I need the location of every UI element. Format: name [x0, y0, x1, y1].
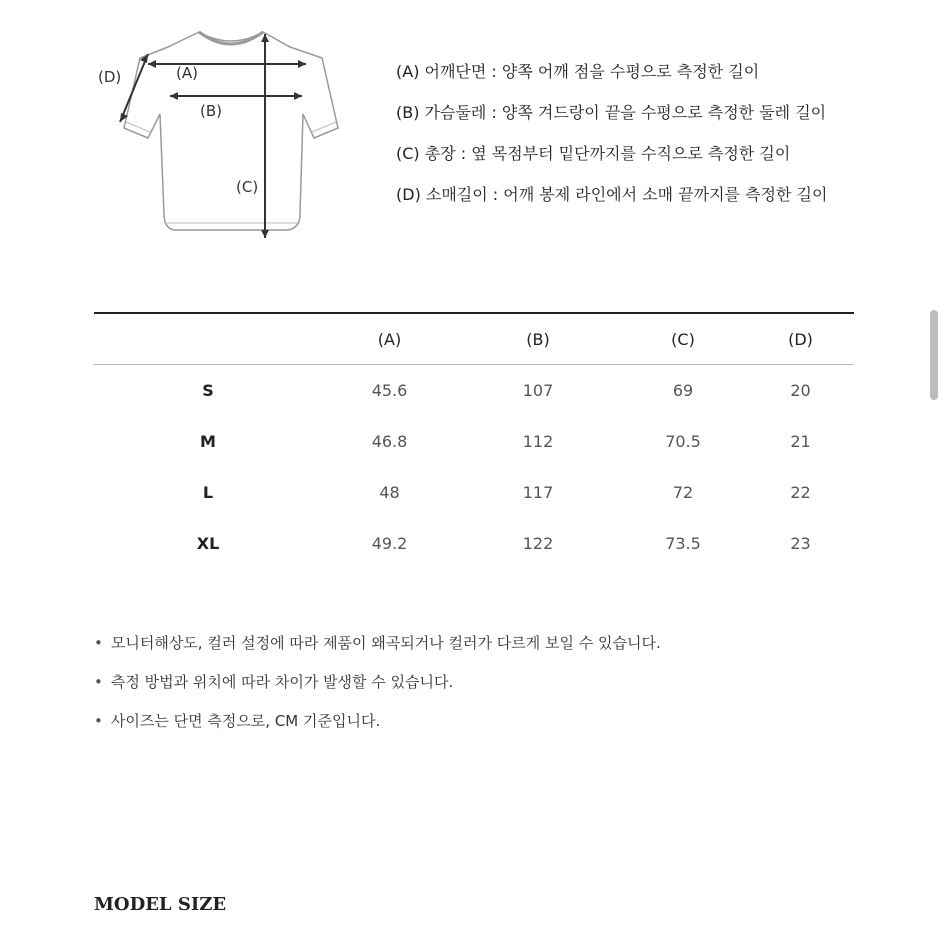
table-row	[94, 518, 854, 569]
table-cell: 23	[790, 534, 811, 553]
sleeve-arrow	[120, 54, 148, 122]
diagram-label-b: (B)	[200, 102, 222, 120]
bullet-icon: •	[94, 673, 103, 691]
note-item	[94, 633, 661, 653]
shoulder-arrow-head-left	[148, 60, 156, 68]
diagram-label-d: (D)	[98, 68, 122, 86]
diagram-label-a: (A)	[176, 64, 198, 82]
measurement-legend	[396, 62, 827, 226]
table-cell: 21	[790, 432, 811, 451]
size-label: L	[202, 483, 214, 502]
table-cell: 112	[522, 432, 554, 451]
table-row	[94, 467, 854, 518]
size-table	[94, 312, 854, 569]
shoulder-arrow-head-right	[298, 60, 306, 68]
size-notes	[94, 633, 661, 750]
table-cell: 46.8	[371, 432, 408, 451]
diagram-label-c: (C)	[236, 178, 259, 196]
chest-arrow-head-right	[294, 92, 302, 100]
legend-item-a: (A) 어깨단면 : 양쪽 어깨 점을 수평으로 측정한 길이	[396, 62, 760, 81]
table-header-cell	[94, 313, 322, 365]
size-label: S	[202, 381, 214, 400]
tshirt-diagram-svg	[90, 20, 350, 250]
table-header-cell: (D)	[788, 329, 813, 349]
note-item	[94, 672, 661, 692]
legend-item-b: (B) 가슴둘레 : 양쪽 겨드랑이 끝을 수평으로 측정한 둘레 길이	[396, 103, 827, 122]
bullet-icon: •	[94, 712, 103, 730]
table-cell: 107	[522, 381, 554, 400]
size-label: M	[200, 432, 216, 451]
table-header-cell: (A)	[377, 329, 402, 349]
table-cell: 48	[379, 483, 400, 502]
table-cell: 117	[522, 483, 554, 502]
table-cell: 73.5	[665, 534, 701, 553]
table-cell: 122	[522, 534, 554, 553]
table-cell: 45.6	[371, 381, 408, 400]
table-cell: 22	[790, 483, 811, 502]
table-cell: 69	[672, 381, 694, 400]
length-arrow-head-bottom	[261, 230, 269, 238]
tshirt-measurement-diagram	[90, 20, 350, 250]
note-text: 사이즈는 단면 측정으로, CM 기준입니다.	[110, 712, 381, 730]
table-cell: 20	[790, 381, 811, 400]
note-text: 모니터해상도, 컬러 설정에 따라 제품이 왜곡되거나 컬러가 다르게 보일 수 있습니다.	[110, 634, 661, 652]
bullet-icon: •	[94, 634, 103, 652]
model-size-heading: MODEL SIZE	[94, 894, 227, 915]
table-cell: 70.5	[665, 432, 701, 451]
table-cell: 49.2	[371, 534, 408, 553]
chest-arrow-head-left	[170, 92, 178, 100]
table-header-row	[94, 313, 854, 365]
tshirt-outline	[124, 32, 338, 230]
note-text: 측정 방법과 위치에 따라 차이가 발생할 수 있습니다.	[110, 673, 454, 691]
table-row	[94, 416, 854, 467]
table-header-cell: (B)	[526, 329, 550, 349]
legend-item-c: (C) 총장 : 옆 목점부터 밑단까지를 수직으로 측정한 길이	[396, 144, 791, 163]
vertical-scrollbar[interactable]	[930, 310, 938, 400]
size-label: XL	[196, 534, 220, 553]
table-cell: 72	[672, 483, 694, 502]
sleeve-arrow-head-top	[140, 54, 148, 63]
legend-item-d: (D) 소매길이 : 어깨 봉제 라인에서 소매 끝까지를 측정한 길이	[396, 185, 828, 204]
table-row	[94, 365, 854, 417]
note-item	[94, 711, 661, 731]
tshirt-collar	[199, 32, 263, 44]
table-header-cell: (C)	[671, 329, 695, 349]
